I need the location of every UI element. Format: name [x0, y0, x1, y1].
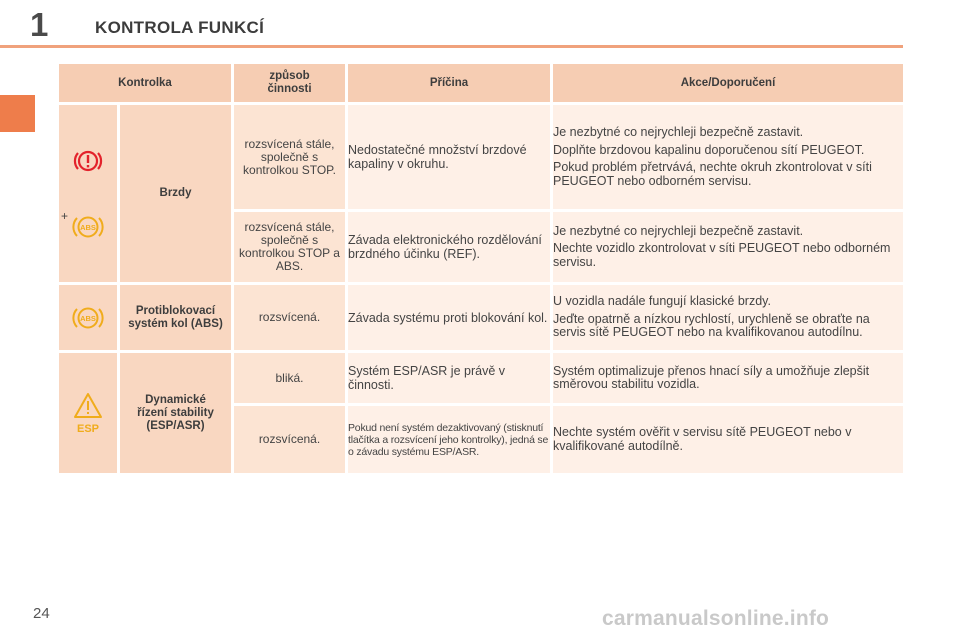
table-row [59, 105, 903, 209]
esp-icon-label: ESP [76, 423, 100, 435]
table-row [59, 353, 903, 403]
table-row [59, 285, 903, 350]
action-text: Je nezbytné co nejrychleji bezpečně zastavit. [553, 223, 804, 238]
chapter-tab-marker [0, 95, 35, 132]
mode-cell: rozsvícená. [234, 285, 345, 350]
action-text: Pokud problém přetrvává, nechte okruh zkontrolovat v síti PEUGEOT nebo odborném servisu. [553, 160, 872, 188]
cause-cell: Závada systému proti blokování kol. [348, 285, 550, 350]
action-text: Nechte systém ověřit v servisu sítě PEUGEOT nebo v kvalifikované autodílně. [553, 425, 852, 453]
abs-icon [71, 212, 105, 242]
column-header-cause: Příčina [348, 64, 550, 102]
esp-icon-cell [59, 353, 117, 473]
page-title: KONTROLA FUNKCÍ [95, 18, 265, 37]
cause-cell: Závada elektronického rozdělování brzdného účinku (REF). [348, 212, 550, 282]
action-text: Jeďte opatrně a nízkou rychlostí, urychleně se obraťte na servis sítě PEUGEOT nebo na kvalifikovanou autodílnu. [553, 311, 870, 340]
table-header-row [59, 64, 903, 102]
esp-warning-icon [71, 391, 105, 435]
action-text: Je nezbytné co nejrychleji bezpečně zastavit. [553, 125, 804, 139]
action-cell [553, 285, 903, 350]
header-divider [0, 45, 903, 48]
action-cell [553, 105, 903, 209]
action-cell [553, 353, 903, 403]
page-number: 24 [33, 605, 50, 622]
icon-separator: + [61, 209, 69, 223]
watermark: carmanualsonline.info [602, 607, 830, 630]
mode-cell: rozsvícená. [234, 406, 345, 473]
action-cell [553, 406, 903, 473]
mode-cell: bliká. [234, 353, 345, 403]
column-header-mode: způsob činnosti [234, 64, 345, 102]
system-name-abs: Protiblokovací systém kol (ABS) [120, 285, 231, 350]
cause-cell: Nedostatečné množství brzdové kapaliny v okruhu. [348, 105, 550, 209]
svg-text:ABS: ABS [80, 222, 96, 232]
function-check-table [56, 61, 906, 476]
system-name-brakes: Brzdy [120, 105, 231, 282]
cause-cell: Systém ESP/ASR je právě v činnosti. [348, 353, 550, 403]
action-text: Doplňte brzdovou kapalinu doporučenou sítí PEUGEOT. [553, 142, 865, 157]
action-cell [553, 212, 903, 282]
abs-icon [71, 303, 105, 333]
action-text: Nechte vozidlo zkontrolovat v síti PEUGEOT nebo odborném servisu. [553, 241, 891, 269]
action-text: U vozidla nadále fungují klasické brzdy. [553, 294, 771, 309]
action-text: Systém optimalizuje přenos hnací síly a umožňuje zlepšit směrovou stabilitu vozidla. [553, 363, 870, 391]
svg-text:ABS: ABS [80, 313, 96, 323]
column-header-kontrolka: Kontrolka [59, 64, 231, 102]
chapter-number: 1 [30, 6, 49, 43]
mode-cell: rozsvícená stále, společně s kontrolkou STOP a ABS. [234, 212, 345, 282]
brake-icon-cell [59, 105, 117, 282]
cause-cell: Pokud není systém dezaktivovaný (stisknutí tlačítka a rozsvícení jeho kontrolky), jedná se o závadu systému ESP/ASR. [348, 406, 550, 473]
mode-cell: rozsvícená stále, společně s kontrolkou STOP. [234, 105, 345, 209]
brake-warning-icon [73, 146, 103, 176]
abs-icon-cell [59, 285, 117, 350]
system-name-esp: Dynamické řízení stability (ESP/ASR) [120, 353, 231, 473]
column-header-action: Akce/Doporučení [553, 64, 903, 102]
